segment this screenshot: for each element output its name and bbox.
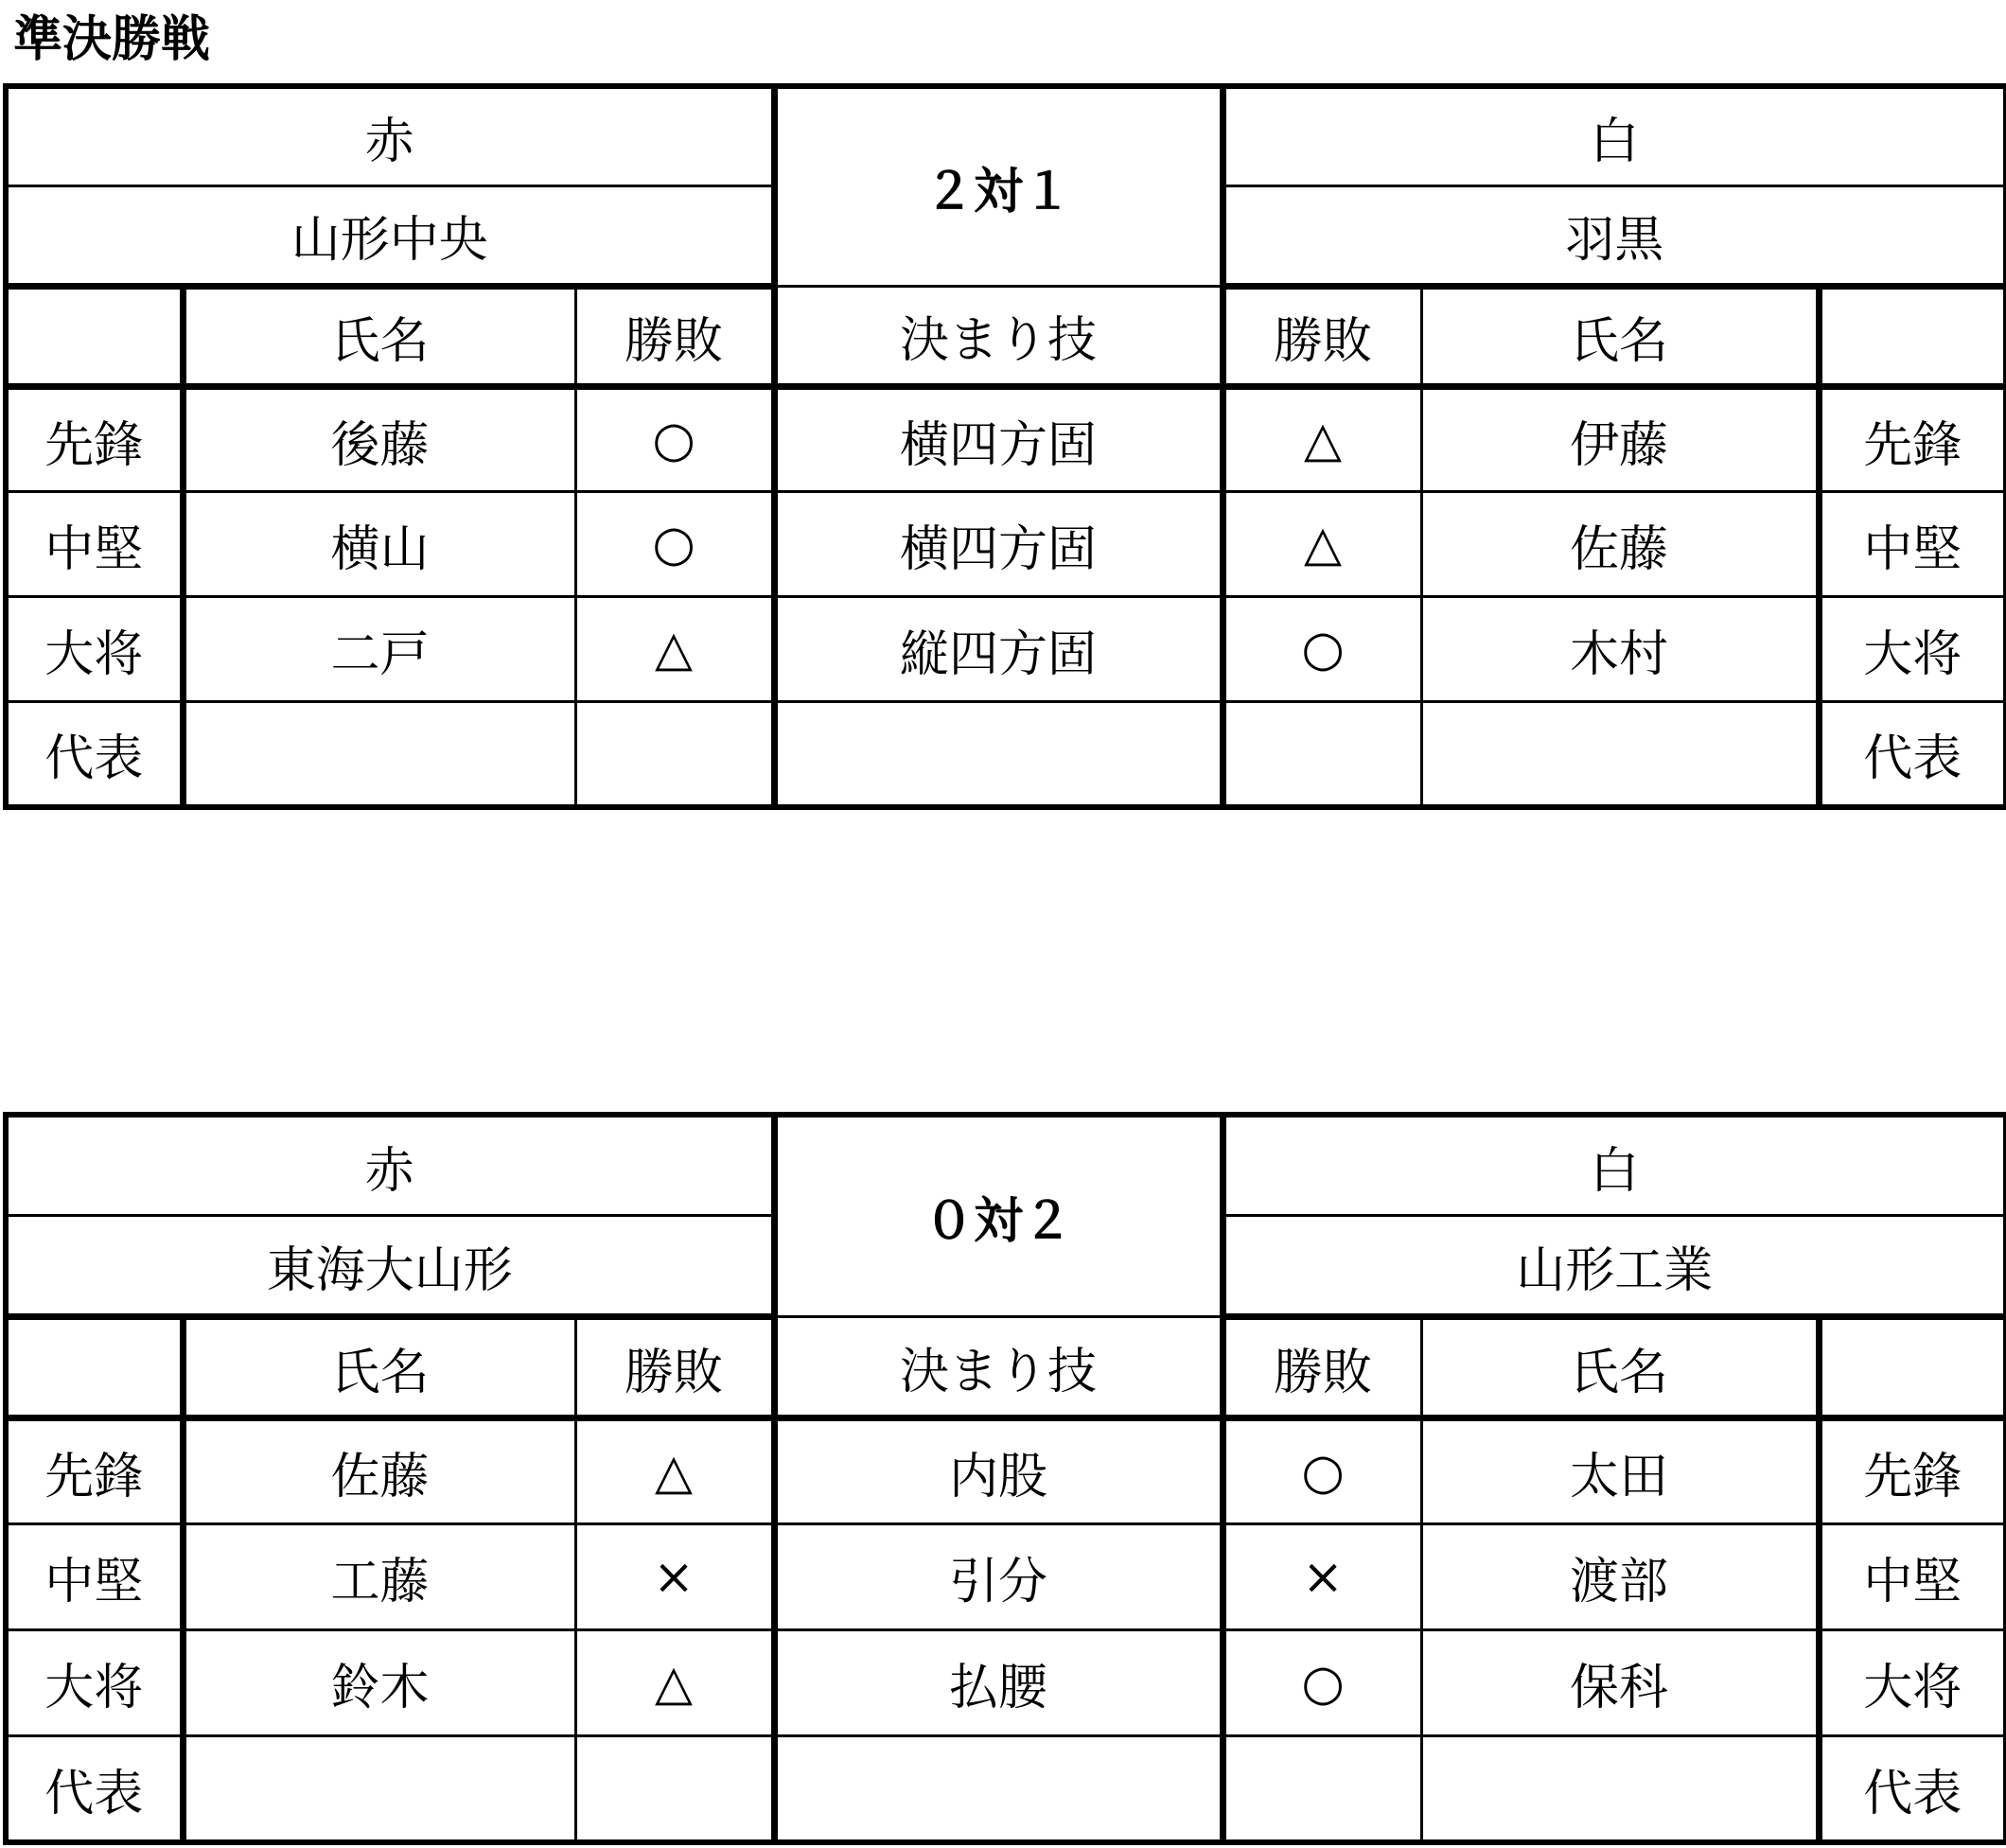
white-player-name: 保科 <box>1421 1630 1819 1736</box>
header-white-name: 氏名 <box>1421 1317 1819 1418</box>
red-team-name: 山形中央 <box>6 186 774 287</box>
white-result-mark: × <box>1223 1524 1421 1630</box>
table-row <box>6 1418 2006 1524</box>
red-player-name: 佐藤 <box>183 1418 575 1524</box>
technique-cell: 内股 <box>774 1418 1223 1524</box>
white-player-name: 伊藤 <box>1421 387 1819 492</box>
red-result-mark <box>575 1736 774 1842</box>
white-result-mark: ○ <box>1223 1630 1421 1736</box>
table-row <box>6 702 2006 807</box>
red-position: 中堅 <box>6 1524 183 1630</box>
white-position: 中堅 <box>1819 1524 2006 1630</box>
red-position: 大将 <box>6 1630 183 1736</box>
red-result-mark: △ <box>575 597 774 702</box>
match-score: ０対２ <box>774 1115 1223 1317</box>
white-player-name <box>1421 702 1819 807</box>
white-team-name: 山形工業 <box>1223 1216 2006 1317</box>
header-red-result: 勝敗 <box>575 1317 774 1418</box>
red-position: 先鋒 <box>6 387 183 492</box>
white-result-mark: ○ <box>1223 1418 1421 1524</box>
table-row <box>6 1736 2006 1842</box>
header-red-name: 氏名 <box>183 287 575 387</box>
red-position: 代表 <box>6 702 183 807</box>
match-table-2 <box>3 1112 2006 1845</box>
red-result-mark: ○ <box>575 387 774 492</box>
white-result-mark: △ <box>1223 387 1421 492</box>
technique-cell: 縦四方固 <box>774 597 1223 702</box>
header-red-name: 氏名 <box>183 1317 575 1418</box>
technique-cell <box>774 1736 1223 1842</box>
red-position: 中堅 <box>6 492 183 597</box>
red-player-name: 工藤 <box>183 1524 575 1630</box>
red-result-mark: × <box>575 1524 774 1630</box>
technique-cell: 横四方固 <box>774 492 1223 597</box>
red-result-mark: ○ <box>575 492 774 597</box>
red-player-name: 二戸 <box>183 597 575 702</box>
red-position: 先鋒 <box>6 1418 183 1524</box>
red-player-name: 横山 <box>183 492 575 597</box>
table-row <box>6 1630 2006 1736</box>
white-player-name: 渡部 <box>1421 1524 1819 1630</box>
red-player-name <box>183 1736 575 1842</box>
match-score: ２対１ <box>774 86 1223 287</box>
header-white-result: 勝敗 <box>1223 1317 1421 1418</box>
white-player-name: 木村 <box>1421 597 1819 702</box>
header-blank-white <box>1819 1317 2006 1418</box>
table-row <box>6 387 2006 492</box>
red-player-name <box>183 702 575 807</box>
red-result-mark: △ <box>575 1418 774 1524</box>
header-blank-white <box>1819 287 2006 387</box>
red-team-name: 東海大山形 <box>6 1216 774 1317</box>
red-side-label: 赤 <box>6 1115 774 1216</box>
red-position: 大将 <box>6 597 183 702</box>
table-row <box>6 597 2006 702</box>
white-result-mark <box>1223 1736 1421 1842</box>
white-player-name: 佐藤 <box>1421 492 1819 597</box>
header-blank-red <box>6 287 183 387</box>
red-position: 代表 <box>6 1736 183 1842</box>
white-position: 先鋒 <box>1819 387 2006 492</box>
technique-cell: 払腰 <box>774 1630 1223 1736</box>
white-side-label: 白 <box>1223 86 2006 186</box>
header-technique: 決まり技 <box>774 287 1223 387</box>
header-blank-red <box>6 1317 183 1418</box>
red-side-label: 赤 <box>6 86 774 186</box>
white-result-mark: ○ <box>1223 597 1421 702</box>
red-player-name: 後藤 <box>183 387 575 492</box>
header-technique: 決まり技 <box>774 1317 1223 1418</box>
white-position: 先鋒 <box>1819 1418 2006 1524</box>
technique-cell: 引分 <box>774 1524 1223 1630</box>
red-player-name: 鈴木 <box>183 1630 575 1736</box>
white-position: 大将 <box>1819 1630 2006 1736</box>
page-title: 準決勝戦 <box>13 11 211 68</box>
table-row <box>6 1524 2006 1630</box>
white-result-mark: △ <box>1223 492 1421 597</box>
white-position: 代表 <box>1819 702 2006 807</box>
header-red-result: 勝敗 <box>575 287 774 387</box>
white-position: 大将 <box>1819 597 2006 702</box>
technique-cell <box>774 702 1223 807</box>
white-team-name: 羽黒 <box>1223 186 2006 287</box>
white-position: 中堅 <box>1819 492 2006 597</box>
match-table-1 <box>3 83 2006 810</box>
technique-cell: 横四方固 <box>774 387 1223 492</box>
white-result-mark <box>1223 702 1421 807</box>
white-position: 代表 <box>1819 1736 2006 1842</box>
header-white-name: 氏名 <box>1421 287 1819 387</box>
header-white-result: 勝敗 <box>1223 287 1421 387</box>
red-result-mark: △ <box>575 1630 774 1736</box>
white-player-name <box>1421 1736 1819 1842</box>
white-player-name: 太田 <box>1421 1418 1819 1524</box>
white-side-label: 白 <box>1223 1115 2006 1216</box>
red-result-mark <box>575 702 774 807</box>
table-row <box>6 492 2006 597</box>
